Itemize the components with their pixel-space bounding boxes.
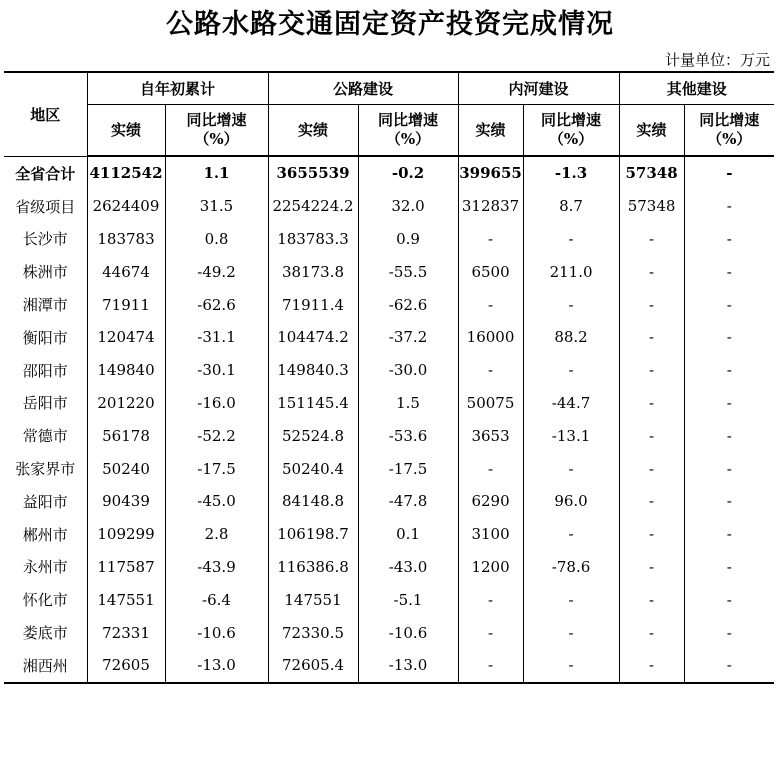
cell-total-actual: 56178 bbox=[87, 419, 165, 452]
cell-road-growth: -30.0 bbox=[358, 354, 458, 387]
cell-other-actual: - bbox=[619, 354, 684, 387]
cell-other-growth: - bbox=[684, 255, 774, 288]
cell-road-growth: -47.8 bbox=[358, 485, 458, 518]
cell-total-growth: -10.6 bbox=[165, 616, 268, 649]
cell-road-actual: 72605.4 bbox=[268, 649, 358, 683]
cell-road-growth: -17.5 bbox=[358, 452, 458, 485]
cell-road-growth: -62.6 bbox=[358, 288, 458, 321]
cell-other-actual: - bbox=[619, 583, 684, 616]
header-actual: 实绩 bbox=[619, 105, 684, 157]
cell-road-growth: -43.0 bbox=[358, 551, 458, 584]
cell-other-growth: - bbox=[684, 223, 774, 256]
cell-road-growth: 0.9 bbox=[358, 223, 458, 256]
cell-river-growth: - bbox=[523, 354, 619, 387]
cell-region: 郴州市 bbox=[22, 525, 68, 544]
cell-region: 株洲市 bbox=[22, 263, 68, 282]
header-group-cumulative: 自年初累计 bbox=[87, 72, 268, 105]
cell-road-actual: 3655539 bbox=[268, 156, 358, 190]
cell-other-growth: - bbox=[684, 387, 774, 420]
cell-total-growth: -45.0 bbox=[165, 485, 268, 518]
cell-region: 湘潭市 bbox=[22, 296, 68, 315]
cell-road-growth: 1.5 bbox=[358, 387, 458, 420]
cell-other-actual: - bbox=[619, 321, 684, 354]
table-row bbox=[4, 419, 774, 452]
cell-river-growth: - bbox=[523, 223, 619, 256]
table-row bbox=[4, 583, 774, 616]
cell-other-growth: - bbox=[684, 156, 774, 190]
cell-total-actual: 149840 bbox=[87, 354, 165, 387]
cell-road-growth: -55.5 bbox=[358, 255, 458, 288]
cell-road-growth: -10.6 bbox=[358, 616, 458, 649]
cell-river-actual: 50075 bbox=[458, 387, 523, 420]
cell-region: 湘西州 bbox=[4, 649, 87, 683]
cell-total-growth: -43.9 bbox=[165, 551, 268, 584]
cell-total-actual: 72605 bbox=[87, 649, 165, 683]
cell-road-actual: 71911.4 bbox=[268, 288, 358, 321]
cell-total-actual: 120474 bbox=[87, 321, 165, 354]
cell-other-actual: - bbox=[619, 551, 684, 584]
table-row bbox=[4, 485, 774, 518]
cell-region: 张家界市 bbox=[15, 460, 76, 479]
cell-road-actual: 38173.8 bbox=[268, 255, 358, 288]
cell-river-actual: 3653 bbox=[458, 419, 523, 452]
cell-other-actual: - bbox=[619, 452, 684, 485]
cell-river-actual: - bbox=[458, 583, 523, 616]
cell-road-growth: -0.2 bbox=[358, 156, 458, 190]
table-row bbox=[4, 190, 774, 223]
cell-total-growth: -13.0 bbox=[165, 649, 268, 683]
cell-road-actual: 147551 bbox=[268, 583, 358, 616]
cell-river-growth: - bbox=[523, 583, 619, 616]
cell-other-growth: - bbox=[684, 485, 774, 518]
header-region: 地区 bbox=[4, 72, 87, 156]
cell-region: 怀化市 bbox=[22, 591, 68, 610]
cell-other-growth: - bbox=[684, 288, 774, 321]
header-growth: 同比增速 （%） bbox=[684, 105, 774, 157]
cell-river-growth: -44.7 bbox=[523, 387, 619, 420]
cell-total-actual: 2624409 bbox=[87, 190, 165, 223]
cell-other-growth: - bbox=[684, 321, 774, 354]
header-group-road: 公路建设 bbox=[268, 72, 458, 105]
cell-total-actual: 72331 bbox=[87, 616, 165, 649]
cell-total-actual: 44674 bbox=[87, 255, 165, 288]
cell-river-actual: - bbox=[458, 649, 523, 683]
header-actual: 实绩 bbox=[268, 105, 358, 157]
cell-other-actual: - bbox=[619, 255, 684, 288]
cell-other-actual: - bbox=[619, 518, 684, 551]
cell-river-actual: 6290 bbox=[458, 485, 523, 518]
table-row bbox=[4, 288, 774, 321]
cell-total-growth: -30.1 bbox=[165, 354, 268, 387]
cell-river-actual: 399655 bbox=[458, 156, 523, 190]
cell-road-actual: 84148.8 bbox=[268, 485, 358, 518]
cell-river-actual: - bbox=[458, 616, 523, 649]
cell-other-actual: - bbox=[619, 387, 684, 420]
cell-region: 邵阳市 bbox=[22, 361, 68, 380]
table-row bbox=[4, 616, 774, 649]
cell-total-growth: -6.4 bbox=[165, 583, 268, 616]
cell-river-actual: - bbox=[458, 288, 523, 321]
table-row bbox=[4, 387, 774, 420]
cell-total-actual: 50240 bbox=[87, 452, 165, 485]
cell-total-growth: -62.6 bbox=[165, 288, 268, 321]
cell-other-growth: - bbox=[684, 354, 774, 387]
cell-river-growth: -78.6 bbox=[523, 551, 619, 584]
cell-region: 娄底市 bbox=[22, 624, 68, 643]
table-row bbox=[4, 551, 774, 584]
header-actual: 实绩 bbox=[87, 105, 165, 157]
page-title: 公路水路交通固定资产投资完成情况 bbox=[166, 9, 614, 40]
cell-other-actual: - bbox=[619, 649, 684, 683]
cell-region: 衡阳市 bbox=[22, 328, 68, 347]
cell-total-growth: -31.1 bbox=[165, 321, 268, 354]
cell-total-growth: 0.8 bbox=[165, 223, 268, 256]
cell-other-actual: 57348 bbox=[619, 190, 684, 223]
cell-river-actual: 6500 bbox=[458, 255, 523, 288]
cell-road-actual: 50240.4 bbox=[268, 452, 358, 485]
cell-total-growth: -49.2 bbox=[165, 255, 268, 288]
cell-river-growth: 211.0 bbox=[523, 255, 619, 288]
cell-river-growth: - bbox=[523, 616, 619, 649]
cell-region: 益阳市 bbox=[22, 492, 68, 511]
cell-road-actual: 151145.4 bbox=[268, 387, 358, 420]
cell-total-actual: 109299 bbox=[87, 518, 165, 551]
cell-other-actual: - bbox=[619, 616, 684, 649]
cell-region: 常德市 bbox=[22, 427, 68, 446]
cell-other-growth: - bbox=[684, 452, 774, 485]
cell-total-actual: 201220 bbox=[87, 387, 165, 420]
cell-region: 岳阳市 bbox=[22, 394, 68, 413]
header-group-river: 内河建设 bbox=[458, 72, 619, 105]
cell-road-actual: 104474.2 bbox=[268, 321, 358, 354]
table-row bbox=[4, 321, 774, 354]
header-actual: 实绩 bbox=[458, 105, 523, 157]
cell-total-growth: 31.5 bbox=[165, 190, 268, 223]
cell-river-actual: 16000 bbox=[458, 321, 523, 354]
cell-other-growth: - bbox=[684, 190, 774, 223]
cell-river-actual: - bbox=[458, 223, 523, 256]
cell-other-growth: - bbox=[684, 518, 774, 551]
cell-other-actual: 57348 bbox=[619, 156, 684, 190]
cell-river-growth: -13.1 bbox=[523, 419, 619, 452]
table-row bbox=[4, 156, 774, 190]
cell-road-growth: -53.6 bbox=[358, 419, 458, 452]
table-row bbox=[4, 518, 774, 551]
cell-river-actual: 312837 bbox=[458, 190, 523, 223]
cell-river-growth: - bbox=[523, 288, 619, 321]
cell-other-actual: - bbox=[619, 223, 684, 256]
cell-road-actual: 2254224.2 bbox=[268, 190, 358, 223]
cell-total-growth: -16.0 bbox=[165, 387, 268, 420]
cell-total-growth: 1.1 bbox=[165, 156, 268, 190]
cell-river-growth: 96.0 bbox=[523, 485, 619, 518]
cell-other-growth: - bbox=[684, 419, 774, 452]
cell-river-growth: - bbox=[523, 518, 619, 551]
cell-total-actual: 183783 bbox=[87, 223, 165, 256]
cell-region: 全省合计 bbox=[15, 164, 76, 183]
header-growth: 同比增速 （%） bbox=[165, 105, 268, 157]
cell-region: 永州市 bbox=[22, 558, 68, 577]
cell-total-actual: 117587 bbox=[87, 551, 165, 584]
header-group-other: 其他建设 bbox=[619, 72, 774, 105]
cell-road-growth: -13.0 bbox=[358, 649, 458, 683]
cell-other-actual: - bbox=[619, 419, 684, 452]
cell-other-growth: - bbox=[684, 551, 774, 584]
table-row bbox=[4, 452, 774, 485]
cell-other-growth: - bbox=[684, 583, 774, 616]
table-row bbox=[4, 255, 774, 288]
investment-table bbox=[4, 71, 774, 684]
cell-river-growth: - bbox=[523, 649, 619, 683]
unit-label: 计量单位：万元 bbox=[664, 51, 770, 69]
cell-road-actual: 72330.5 bbox=[268, 616, 358, 649]
cell-total-actual: 71911 bbox=[87, 288, 165, 321]
cell-other-actual: - bbox=[619, 288, 684, 321]
cell-road-growth: -37.2 bbox=[358, 321, 458, 354]
cell-river-actual: - bbox=[458, 354, 523, 387]
header-growth: 同比增速 （%） bbox=[523, 105, 619, 157]
cell-total-actual: 147551 bbox=[87, 583, 165, 616]
header-growth: 同比增速 （%） bbox=[358, 105, 458, 157]
cell-road-actual: 52524.8 bbox=[268, 419, 358, 452]
cell-road-growth: -5.1 bbox=[358, 583, 458, 616]
cell-road-actual: 183783.3 bbox=[268, 223, 358, 256]
table-row bbox=[4, 223, 774, 256]
cell-road-actual: 116386.8 bbox=[268, 551, 358, 584]
cell-other-growth: - bbox=[684, 649, 774, 683]
cell-river-actual: 3100 bbox=[458, 518, 523, 551]
cell-river-growth: 8.7 bbox=[523, 190, 619, 223]
cell-other-actual: - bbox=[619, 485, 684, 518]
cell-road-actual: 149840.3 bbox=[268, 354, 358, 387]
cell-total-actual: 90439 bbox=[87, 485, 165, 518]
cell-total-growth: 2.8 bbox=[165, 518, 268, 551]
cell-road-actual: 106198.7 bbox=[268, 518, 358, 551]
cell-total-growth: -17.5 bbox=[165, 452, 268, 485]
cell-road-growth: 32.0 bbox=[358, 190, 458, 223]
cell-total-growth: -52.2 bbox=[165, 419, 268, 452]
table-row bbox=[4, 354, 774, 387]
cell-other-growth: - bbox=[684, 616, 774, 649]
cell-river-actual: - bbox=[458, 452, 523, 485]
cell-total-actual: 4112542 bbox=[87, 156, 165, 190]
cell-region: 省级项目 bbox=[15, 197, 76, 216]
cell-road-growth: 0.1 bbox=[358, 518, 458, 551]
cell-river-growth: 88.2 bbox=[523, 321, 619, 354]
cell-river-growth: - bbox=[523, 452, 619, 485]
cell-river-growth: -1.3 bbox=[523, 156, 619, 190]
cell-region: 长沙市 bbox=[22, 230, 68, 249]
table-row bbox=[4, 649, 774, 683]
cell-river-actual: 1200 bbox=[458, 551, 523, 584]
